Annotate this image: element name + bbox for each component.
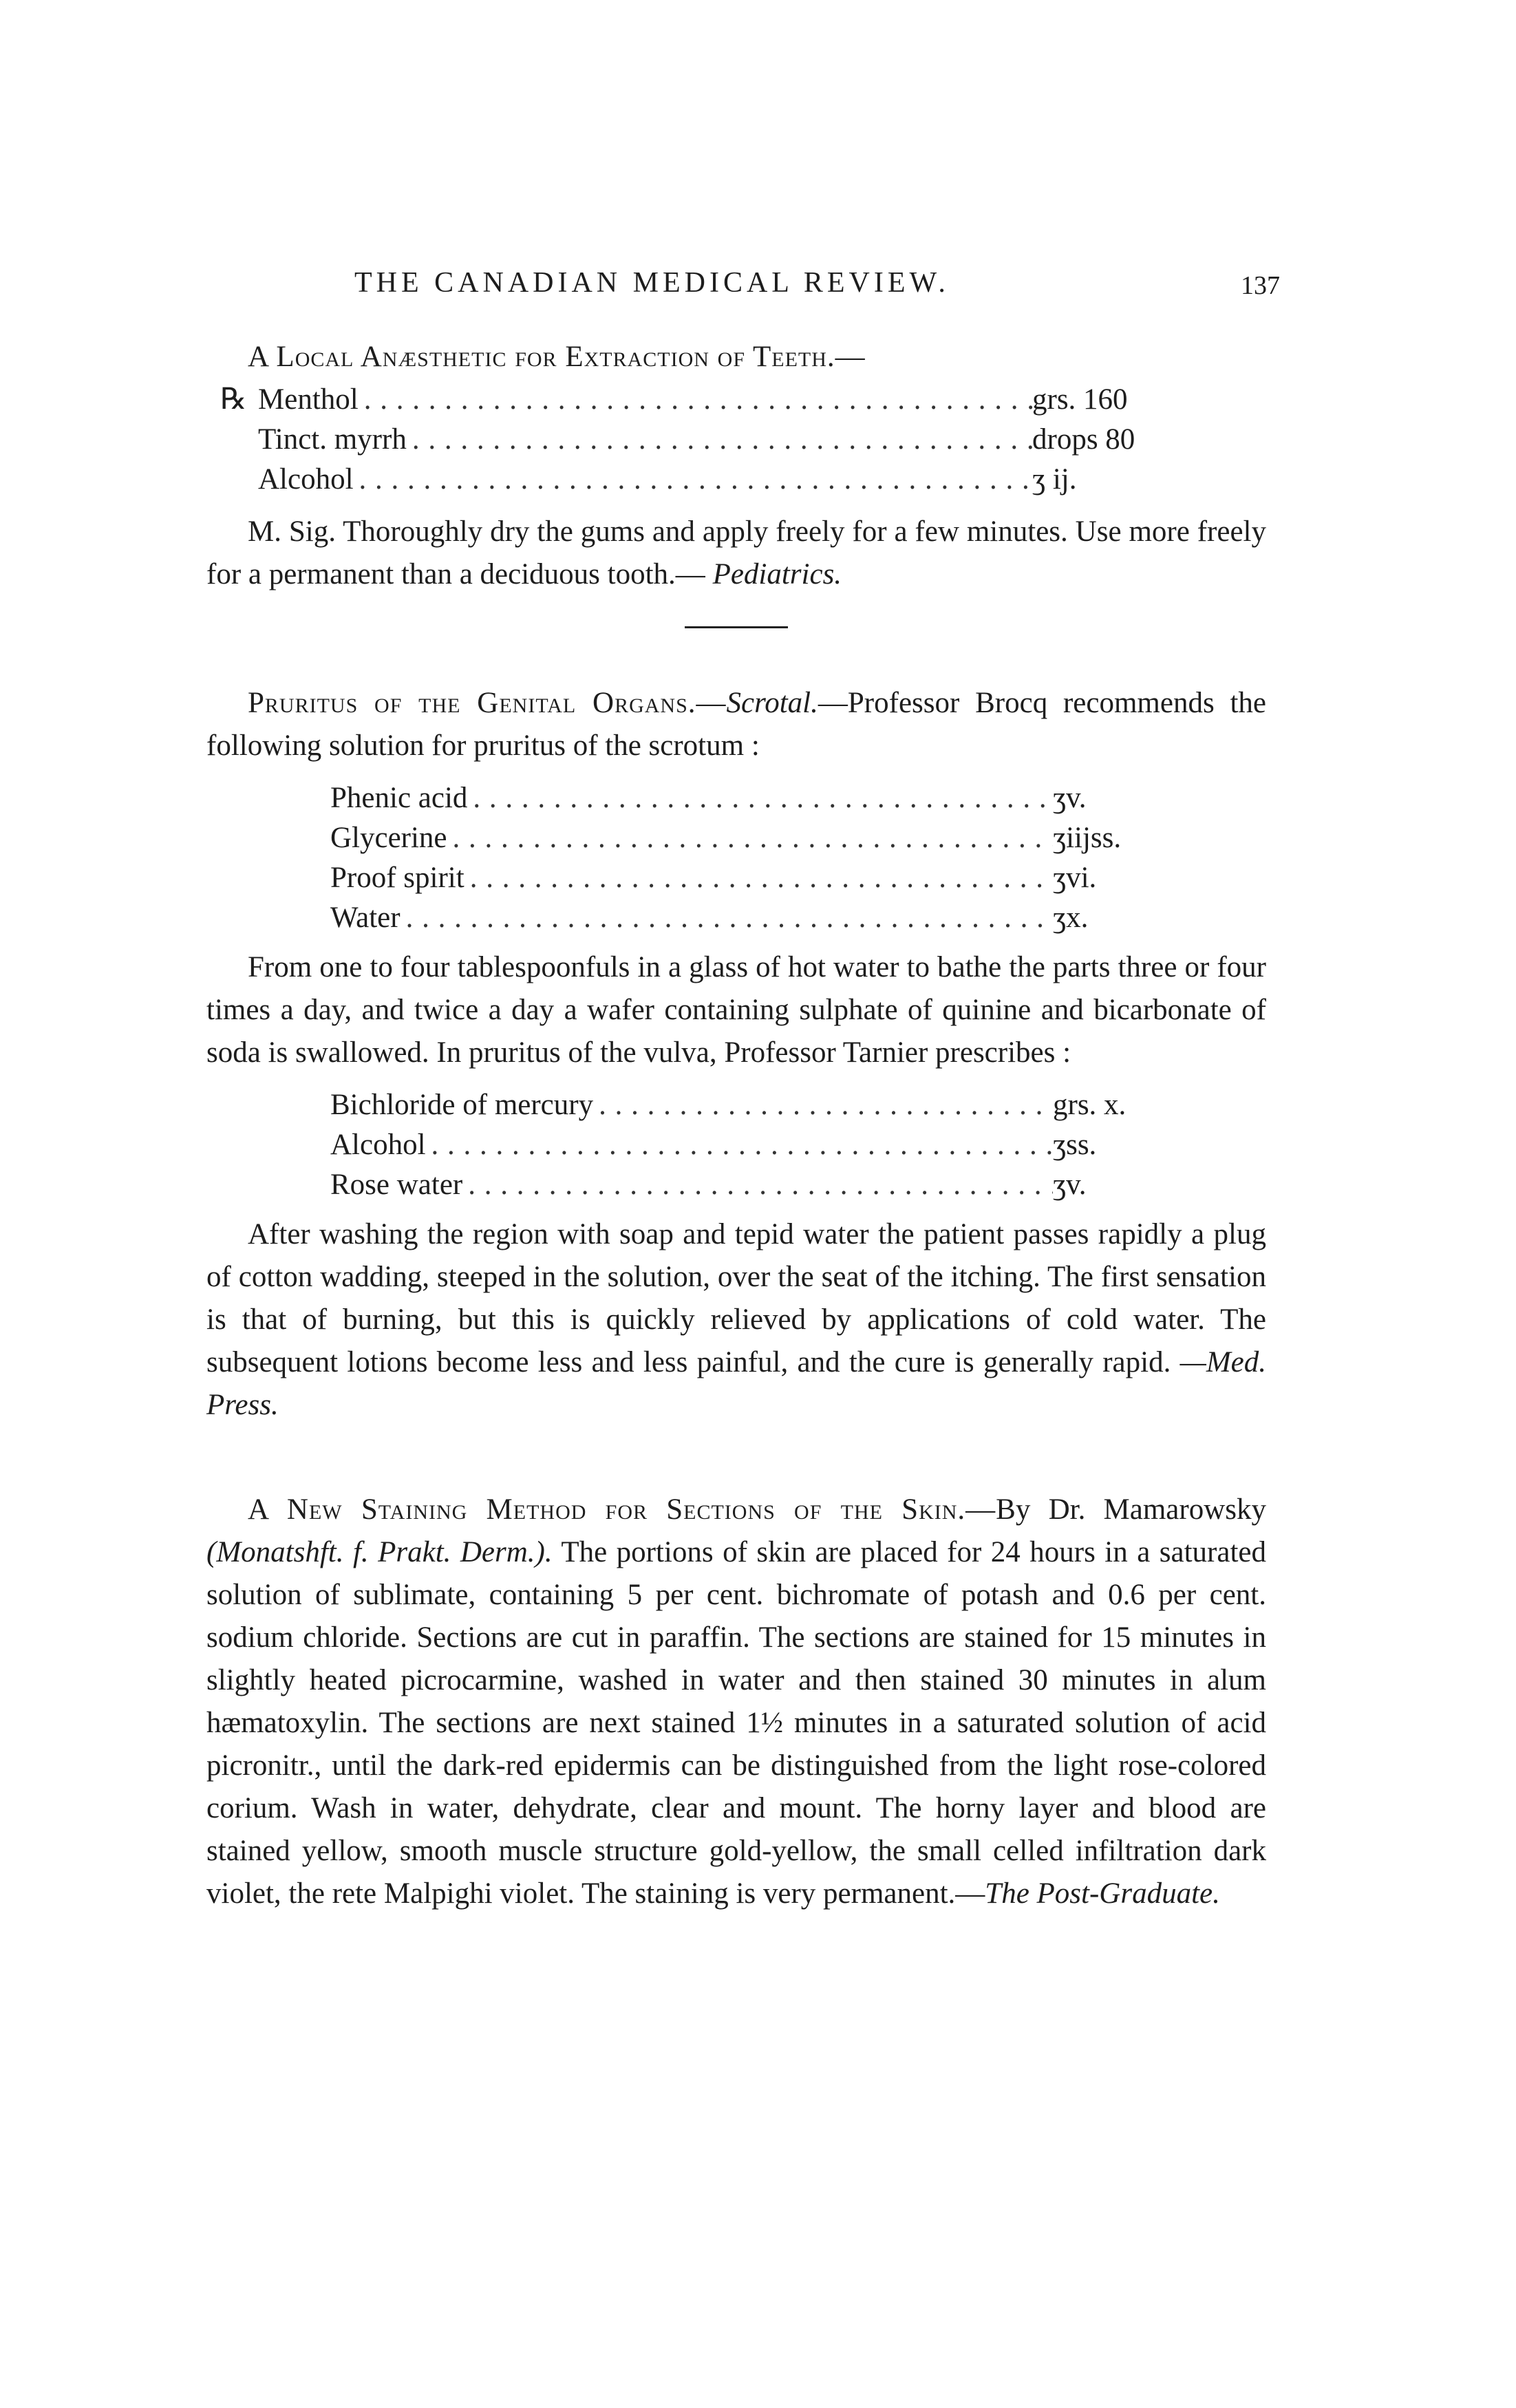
ingredient-dose: ʒvi. — [1053, 862, 1097, 894]
section3-journal: (Monatshft. f. Prakt. Derm.). — [206, 1536, 553, 1568]
leader-dots — [426, 1124, 1053, 1166]
instructions-text: M. Sig. Thoroughly dry the gums and apply freely for a few minutes. Use more freely for a permanent than a deciduous tooth.— — [206, 515, 1266, 590]
section2-intro-text: —Professor Brocq recommends the following solution for pruritus of the scrotum : — [206, 687, 1266, 762]
ingredient-name: Proof spirit — [330, 862, 465, 894]
document-page — [206, 262, 1280, 1915]
page-number: 137 — [1241, 271, 1280, 300]
ingredient-dose: drops 80 — [1032, 423, 1135, 456]
leader-dots — [462, 1164, 1053, 1206]
rx-row — [330, 1124, 1156, 1164]
section2-middle: From one to four tablespoonfuls in a glass of hot water to bathe the parts three or four times a day, and twice a day a wafer containing sulphate of quinine and bicarbonate of soda is swallowed. In pruritus of the vulva, Professor Tarnier prescribes : — [206, 951, 1266, 1069]
section3-paragraph — [206, 1489, 1266, 1915]
running-header — [206, 262, 1280, 310]
ingredient-dose: ʒss. — [1053, 1129, 1097, 1161]
section2-closing — [206, 1213, 1266, 1427]
section2-prescription-2 — [330, 1084, 1266, 1204]
leader-dots — [465, 857, 1053, 899]
ingredient-name: Bichloride of mercury — [330, 1089, 594, 1121]
section3-source: The Post-Graduate. — [985, 1877, 1220, 1910]
ingredient-dose: ʒiijss. — [1053, 822, 1122, 854]
ingredient-name: Phenic acid — [330, 782, 468, 814]
ingredient-dose: grs. x. — [1053, 1089, 1127, 1121]
ingredient-name: Glycerine — [330, 822, 447, 854]
ingredient-dose: ʒv. — [1053, 1169, 1087, 1201]
section3-heading: A New Staining Method for Sections of the Skin.— — [248, 1493, 996, 1526]
section1-prescription — [220, 379, 1266, 498]
ingredient-name: Water — [330, 902, 401, 934]
leader-dots — [447, 817, 1053, 860]
section-divider — [685, 626, 788, 628]
ingredient-dose: grs. 160 — [1032, 383, 1128, 416]
section2-intro — [206, 682, 1266, 767]
ingredient-name: Alcohol — [330, 1129, 426, 1161]
leader-dots — [401, 897, 1053, 939]
rx-row — [220, 379, 1135, 418]
ingredient-name: Rose water — [330, 1169, 463, 1201]
ingredient-dose: ʒx. — [1053, 902, 1089, 934]
rx-row — [330, 857, 1156, 897]
section1-heading-text: A Local Anæsthetic for Extraction of Teeth.— — [248, 341, 866, 373]
ingredient-name: Tinct. myrrh — [258, 423, 407, 456]
section1-instructions — [206, 511, 1266, 596]
rx-row — [330, 897, 1156, 937]
rx-row — [330, 777, 1156, 817]
ingredient-dose: ʒv. — [1053, 782, 1087, 814]
rx-row — [330, 1084, 1156, 1124]
rx-row — [220, 418, 1135, 458]
section2-prescription — [330, 777, 1266, 937]
section2-heading-italic: Scrotal. — [726, 687, 818, 719]
section3-body: The portions of skin are placed for 24 hours in a saturated solution of sublimate, containing 5 per cent. bichromate of potash and 0.6 per cent. sodium chloride. Sections are cut in paraffin. The sections are stained for 15 minutes in slightly heated picrocarmine, washed in water and then stained 30 minutes in alum hæmatoxylin. The sections are next stained 1½ minutes in a saturated solution of acid picronitr., until the dark-red epidermis can be distinguished from the light rose-colored corium. Wash in water, dehydrate, clear and mount. The horny layer and blood are stained yellow, smooth muscle structure gold-yellow, the small celled infiltration dark violet, the rete Malpighi violet. The staining is very permanent.— — [206, 1536, 1266, 1910]
section2-heading: Pruritus of the Genital Organs.— — [248, 687, 727, 719]
closing-text: After washing the region with soap and tepid water the patient passes rapidly a plug of cotton wadding, steeped in the solution, over the seat of the itching. The first sensation is that of burning, but this is quickly relieved by applications of cold water. The subsequent lotions become less and less painful, and the cure is generally rapid. — [206, 1218, 1266, 1378]
section3-author: By Dr. Mamarowsky — [996, 1493, 1267, 1526]
journal-title: THE CANADIAN MEDICAL REVIEW. — [354, 267, 950, 299]
section1-source: Pediatrics. — [712, 558, 842, 590]
rx-row — [330, 817, 1156, 857]
section1-heading — [206, 336, 1266, 379]
section2-source: —Med. Press. — [206, 1346, 1267, 1421]
rx-symbol: ℞ — [220, 383, 247, 416]
leader-dots — [407, 418, 1032, 461]
leader-dots — [467, 777, 1053, 820]
leader-dots — [354, 458, 1032, 501]
leader-dots — [593, 1084, 1053, 1127]
ingredient-name: Alcohol — [258, 463, 354, 496]
leader-dots — [359, 379, 1032, 421]
rx-row — [330, 1164, 1156, 1204]
ingredient-dose: ʒ ij. — [1032, 463, 1077, 496]
rx-row — [220, 458, 1135, 498]
ingredient-name: Menthol — [258, 383, 359, 416]
